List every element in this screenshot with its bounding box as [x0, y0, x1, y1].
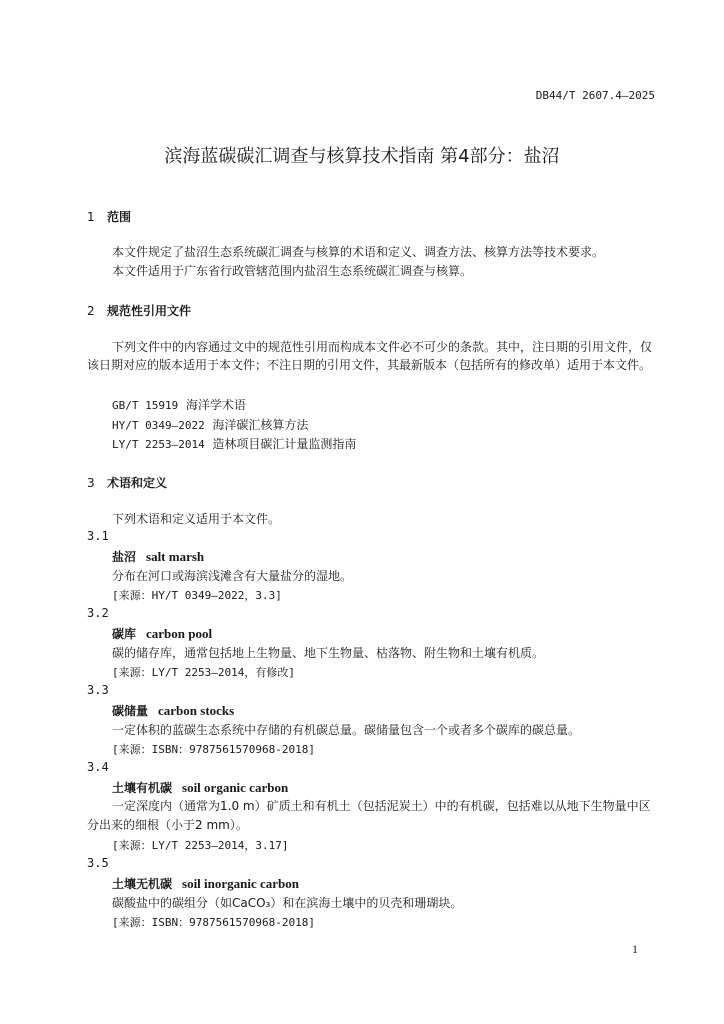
term-heading [112, 779, 288, 796]
scope-paragraph-1: 本文件规定了盐沼生态系统碳汇调查与核算的术语和定义、调查方法、核算方法等技术要求。 [112, 245, 605, 259]
reference-item [112, 435, 356, 452]
term-number: 3.3 [87, 683, 109, 697]
term-heading [112, 702, 234, 719]
term-zh: 碳库 [112, 627, 137, 641]
section-title: 规范性引用文件 [107, 304, 192, 318]
term-number: 3.1 [87, 529, 109, 543]
document-code: DB44/T 2607.4—2025 [535, 89, 655, 102]
section-number: 3 [87, 476, 95, 490]
reference-item [112, 396, 246, 413]
term-number: 3.5 [87, 856, 109, 870]
section-title: 范围 [107, 210, 132, 224]
scope-paragraph-2: 本文件适用于广东省行政管辖范围内盐沼生态系统碳汇调查与核算。 [112, 264, 473, 278]
term-source: [来源：ISBN：9787561570968-2018] [112, 743, 315, 756]
term-heading [112, 625, 212, 642]
term-definition: 分布在河口或海滨浅滩含有大量盐分的湿地。 [112, 569, 353, 583]
term-definition: 碳酸盐中的碳组分（如CaCO₃）和在滨海土壤中的贝壳和珊瑚块。 [112, 896, 463, 910]
reference-code: HY/T 0349—2022 [112, 419, 205, 432]
term-source: [来源：ISBN：9787561570968-2018] [112, 916, 315, 929]
term-en: salt marsh [146, 549, 205, 564]
term-source: [来源：HY/T 0349—2022，3.3] [112, 589, 282, 602]
page-number: 1 [632, 942, 638, 956]
section-1-heading [87, 208, 131, 225]
term-number: 3.2 [87, 606, 109, 620]
term-heading [112, 548, 204, 565]
reference-name: 造林项目碳汇计量监测指南 [212, 437, 357, 451]
section-2-heading [87, 302, 191, 319]
term-en: carbon pool [146, 626, 213, 641]
section-title: 术语和定义 [107, 476, 168, 490]
reference-name: 海洋碳汇核算方法 [212, 418, 309, 432]
term-zh: 碳储量 [112, 704, 149, 718]
term-definition: 碳的储存库，通常包括地上生物量、地下生物量、枯落物、附生物和土壤有机质。 [112, 646, 545, 660]
normative-intro: 下列文件中的内容通过文中的规范性引用而构成本文件必不可少的条款。其中，注日期的引用文件，仅该日期对应的版本适用于本文件；不注日期的引用文件，其最新版本（包括所有的修改单）适用于本文件。 [87, 340, 653, 372]
term-source: [来源：LY/T 2253—2014，有修改] [112, 666, 295, 679]
term-number: 3.4 [87, 760, 109, 774]
document-title: 滨海蓝碳碳汇调查与核算技术指南 第4部分：盐沼 [164, 146, 560, 167]
term-definition: 一定体积的蓝碳生态系统中存储的有机碳总量。碳储量包含一个或者多个碳库的碳总量。 [112, 723, 581, 737]
term-en: soil organic carbon [182, 780, 289, 795]
section-3-heading [87, 474, 167, 491]
reference-item [112, 416, 308, 433]
term-en: soil inorganic carbon [182, 876, 300, 891]
term-en: carbon stocks [158, 703, 235, 718]
reference-name: 海洋学术语 [185, 398, 246, 412]
term-zh: 盐沼 [112, 550, 137, 564]
term-zh: 土壤有机碳 [112, 781, 173, 795]
section-number: 2 [87, 304, 95, 318]
term-heading [112, 875, 299, 892]
reference-code: LY/T 2253—2014 [112, 438, 205, 451]
term-definition: 一定深度内（通常为1.0 m）矿质土和有机土（包括泥炭土）中的有机碳，包括难以从地下生物量中区分出来的细根（小于2 mm）。 [87, 799, 651, 832]
section-number: 1 [87, 210, 95, 224]
terms-intro: 下列术语和定义适用于本文件。 [112, 512, 281, 526]
reference-code: GB/T 15919 [112, 399, 179, 412]
term-zh: 土壤无机碳 [112, 877, 173, 891]
term-source: [来源：LY/T 2253—2014，3.17] [112, 839, 289, 852]
